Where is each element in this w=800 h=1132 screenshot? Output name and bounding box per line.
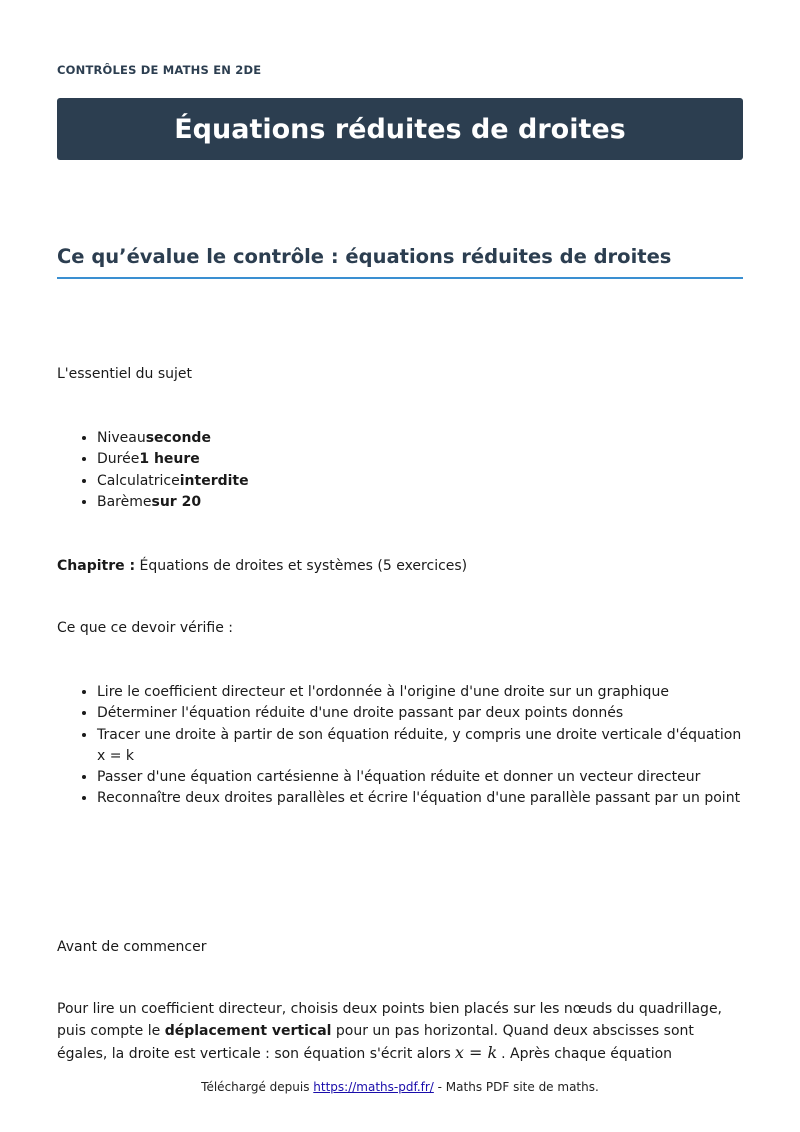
list-item: • Déterminer l'équation réduite d'une droite passant par deux points donnés bbox=[97, 703, 743, 724]
item-value: sur 20 bbox=[151, 493, 202, 510]
para-text: . Après chaque équation bbox=[501, 1046, 673, 1062]
essentials-heading: L'essentiel du sujet bbox=[57, 366, 193, 382]
list-item bbox=[97, 449, 743, 470]
footer-prefix: Téléchargé depuis bbox=[201, 1080, 314, 1094]
title-banner bbox=[57, 98, 743, 160]
before-heading: Avant de commencer bbox=[57, 939, 207, 955]
para-bold: déplacement vertical bbox=[164, 1022, 332, 1039]
item-value: interdite bbox=[179, 472, 249, 489]
section-title: Ce qu’évalue le contrôle : équations réduites de droites bbox=[57, 245, 743, 279]
math-formula: x = k bbox=[454, 1043, 498, 1062]
para-text: Pour lire un coefficient directeur, choisis deux points bien placés sur les nœuds du quadrillage, puis compte le bbox=[57, 1001, 723, 1039]
footer-link[interactable]: https://maths-pdf.fr/ bbox=[313, 1080, 434, 1094]
list-item bbox=[97, 471, 743, 492]
before-paragraph bbox=[57, 999, 743, 1066]
chapter-line bbox=[57, 556, 467, 577]
list-item bbox=[97, 428, 743, 449]
item-label: Niveau bbox=[97, 430, 146, 446]
page-title: Équations réduites de droites bbox=[174, 113, 626, 145]
checks-heading: Ce que ce devoir vérifie : bbox=[57, 620, 234, 636]
list-item: • Reconnaître deux droites parallèles et écrire l'équation d'une parallèle passant par un point bbox=[97, 788, 743, 809]
document-kicker: CONTRÔLES DE MATHS EN 2DE bbox=[57, 63, 262, 77]
list-item: • Tracer une droite à partir de son équation réduite, y compris une droite verticale d'équation x = k bbox=[97, 725, 743, 768]
para-text: pour un pas horizontal. Quand deux abscisses sont égales, la droite est verticale : son équation s'écrit alors bbox=[57, 1022, 694, 1062]
item-value: seconde bbox=[145, 430, 211, 446]
essentials-list bbox=[57, 428, 743, 513]
page-footer bbox=[0, 1080, 800, 1094]
item-value: 1 heure bbox=[139, 451, 200, 468]
chapter-label: Chapitre : bbox=[57, 558, 136, 574]
list-item bbox=[97, 492, 743, 513]
item-label: Barème bbox=[97, 493, 152, 510]
list-item: • Passer d'une équation cartésienne à l'équation réduite et donner un vecteur directeur bbox=[97, 767, 743, 788]
item-label: Durée bbox=[97, 451, 140, 468]
chapter-value: Équations de droites et systèmes (5 exercices) bbox=[139, 558, 468, 574]
footer-suffix: - Maths PDF site de maths. bbox=[433, 1080, 599, 1094]
list-item: • Lire le coefficient directeur et l'ordonnée à l'origine d'une droite sur un graphique bbox=[97, 682, 743, 703]
item-label: Calculatrice bbox=[97, 472, 180, 489]
checks-list bbox=[57, 682, 743, 810]
